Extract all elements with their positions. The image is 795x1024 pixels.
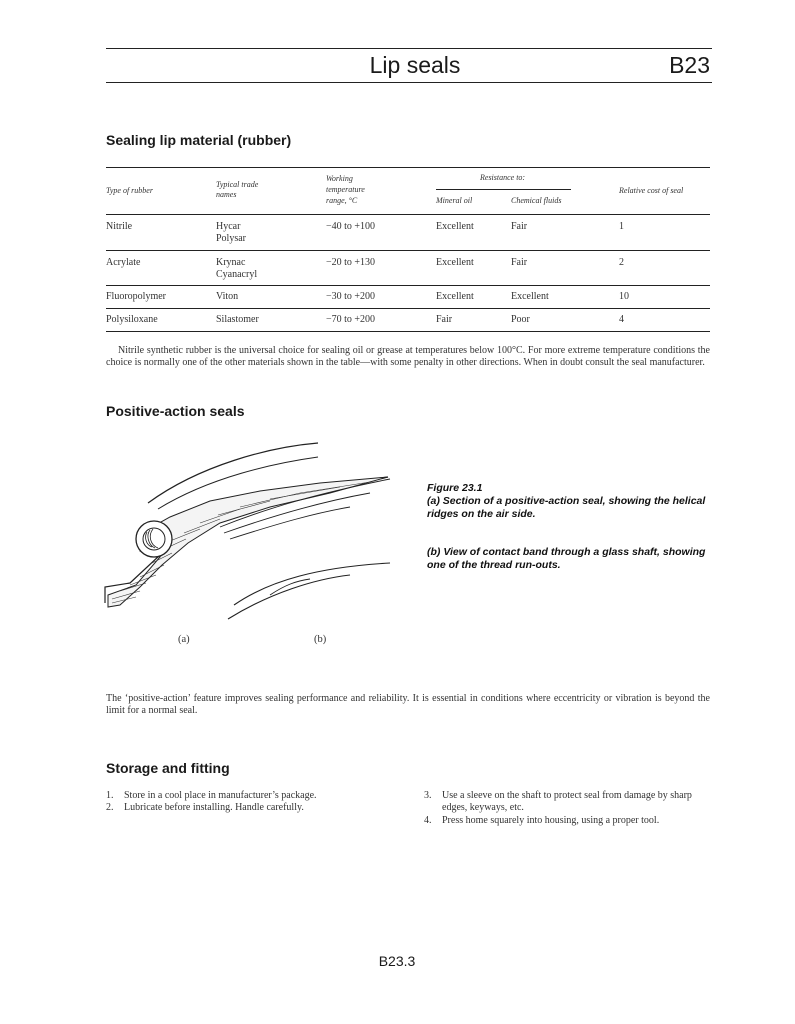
col-header-type: Type of rubber xyxy=(106,186,153,195)
resistance-rule xyxy=(436,189,571,190)
cell-type: Fluoropolymer xyxy=(106,291,166,302)
section-code: B23 xyxy=(669,52,710,78)
section-heading-storage: Storage and fitting xyxy=(106,760,230,776)
cell-mineral: Fair xyxy=(436,314,453,325)
list-item xyxy=(424,815,712,827)
col-header-resistance: Resistance to: xyxy=(480,173,526,182)
cell-cost: 1 xyxy=(619,221,624,232)
cell-trade: Silastomer xyxy=(216,314,259,325)
figure-caption-a: (a) Section of a positive-action seal, showing the helical ridges on the air side. xyxy=(427,495,706,520)
cell-temp: −40 to +100 xyxy=(326,221,376,232)
cell-chemical: Poor xyxy=(511,314,530,325)
col-header-chemical: Chemical fluids xyxy=(511,196,562,205)
list-item-number: 4. xyxy=(424,814,432,826)
contact-band xyxy=(228,563,390,619)
cell-mineral: Excellent xyxy=(436,291,474,302)
page-number: B23.3 xyxy=(378,953,416,969)
cell-chemical: Fair xyxy=(511,257,528,268)
thread-run-out xyxy=(270,579,310,595)
list-item-number: 1. xyxy=(106,790,114,801)
cell-temp: −30 to +200 xyxy=(326,291,376,302)
storage-list-right xyxy=(424,790,712,827)
row-rule xyxy=(106,250,710,251)
cell-cost: 10 xyxy=(619,291,629,302)
cell-trade: Cyanacryl xyxy=(216,269,258,280)
list-item xyxy=(106,790,396,802)
cell-trade: Krynac xyxy=(216,257,246,268)
list-item-text: Use a sleeve on the shaft to protect seal from damage by sharp edges, keyways, etc. xyxy=(442,790,692,814)
nitrile-note: Nitrile synthetic rubber is the universal choice for sealing oil or grease at temperatures below 100°C. For more extreme temperature conditions the choice is normally one of the other materials shown in the table—with some penalty in other directions. When in doubt consult the seal manufacturer. xyxy=(106,345,710,369)
list-item xyxy=(424,790,712,815)
row-rule xyxy=(106,308,710,309)
list-item xyxy=(106,802,396,814)
garter-spring-outer xyxy=(136,521,172,557)
cell-type: Nitrile xyxy=(106,221,133,232)
cell-trade: Viton xyxy=(216,291,239,302)
col-header-mineral: Mineral oil xyxy=(436,196,473,205)
list-item-text: Store in a cool place in manufacturer’s package. xyxy=(124,790,317,801)
figure-label-b: (b) xyxy=(314,634,327,645)
cell-type: Acrylate xyxy=(106,257,141,268)
col-header-temp-l2: temperature xyxy=(326,185,365,194)
section-heading-positive-action: Positive-action seals xyxy=(106,403,245,419)
row-rule xyxy=(106,285,710,286)
storage-list-left xyxy=(106,790,396,815)
page-title: Lip seals xyxy=(369,52,461,78)
table-header-rule xyxy=(106,214,710,215)
cell-chemical: Excellent xyxy=(511,291,549,302)
figure-number: Figure 23.1 xyxy=(427,482,483,494)
col-header-temp-l1: Working xyxy=(326,174,353,183)
positive-action-paragraph: The ‘positive-action’ feature improves sealing performance and reliability. It is essential in conditions where eccentricity or vibration is beyond the limit for a normal seal. xyxy=(106,693,710,717)
list-item-number: 3. xyxy=(424,790,432,801)
cell-cost: 2 xyxy=(619,257,624,268)
seal-figure xyxy=(100,435,400,635)
cell-type: Polysiloxane xyxy=(106,314,158,325)
cell-trade: Polysar xyxy=(216,233,246,244)
col-header-temp-l3: range, °C xyxy=(326,196,358,205)
list-item-text: Press home squarely into housing, using a proper tool. xyxy=(442,814,660,826)
col-header-trade-l2: names xyxy=(216,190,237,199)
cell-mineral: Excellent xyxy=(436,221,474,232)
table-bottom-rule xyxy=(106,331,710,332)
header-bottom-rule xyxy=(106,82,712,83)
col-header-cost: Relative cost of seal xyxy=(619,186,684,195)
cell-temp: −20 to +130 xyxy=(326,257,376,268)
cell-cost: 4 xyxy=(619,314,624,325)
section-heading-sealing-lip: Sealing lip material (rubber) xyxy=(106,132,292,148)
list-item-number: 2. xyxy=(106,802,114,814)
list-item-text: Lubricate before installing. Handle carefully. xyxy=(124,802,304,814)
figure-label-a: (a) xyxy=(178,634,190,645)
table-top-rule xyxy=(106,167,710,168)
cell-chemical: Fair xyxy=(511,221,528,232)
cell-temp: −70 to +200 xyxy=(326,314,376,325)
header-top-rule xyxy=(106,48,712,49)
cell-trade: Hycar xyxy=(216,221,241,232)
figure-caption-b: (b) View of contact band through a glass shaft, showing one of the thread run-outs. xyxy=(427,546,706,571)
col-header-trade-l1: Typical trade xyxy=(216,180,259,189)
cell-mineral: Excellent xyxy=(436,257,474,268)
